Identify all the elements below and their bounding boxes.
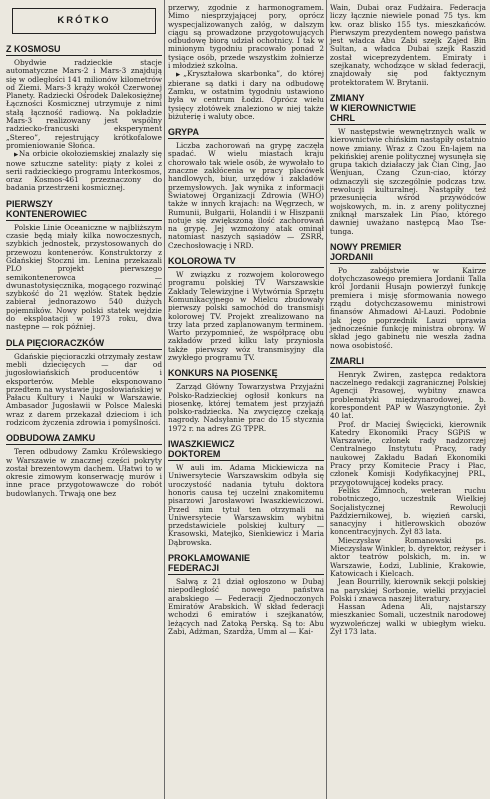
headline-konkurs-na-piosenke: KONKURS NA PIOSENKĘ	[168, 368, 324, 380]
article-text: Teren odbudowy Zamku Królewskiego w Warszawie w znacznej części pokryty został brezentowym dachem. Ułatwi to w okresie zimowym konserwację murów i inne prace przygotowawcze do robót budowlanych. Trwają one bez	[6, 447, 162, 498]
article-text: Salwą z 21 dział ogłoszono w Dubaj niepodległość nowego państwa arabskiego — Federacji Zjednoczonych Emiratów Arabskich. W skład federacji wchodzi 6 emiratów i szejkanatów, leżących nad Zatoką Perską. Są to: Abu Zabi, Adżman, Szardża, Umm al — Kai-	[168, 577, 324, 636]
article-text: ▶ „Kryształowa skarbonka”, do której zbierane są datki i dary na odbudowę Zamku, w ostatnim tygodniu ustawiono była w centrum Łodzi. Oprócz wielu tysięcy złotówek znaleziono w niej także biżuterię i waluty obce.	[168, 70, 324, 121]
column-3	[330, 0, 486, 636]
column-1	[6, 0, 162, 498]
masthead-title: KRÓTKO	[57, 14, 111, 26]
article-text: Po zabójstwie w Kairze dotychczasowego premiera Jordanii Talla król Jordanii Husajn powierzył funkcję premiera i misję sformowania nowego rządu dotychczasowemu ministrowi finansów Ahmadowi Al-Lauzi. Podobnie jak jego poprzednik Lauzi uprawia jednocześnie funkcję ministra obrony. W skład jego gabinetu nie weszła żadna nowa osobistość.	[330, 265, 486, 350]
column-rule	[164, 0, 165, 799]
article-text: Gdańskie pięcioraczki otrzymały zestaw mebli dziecięcych — dar od jugosłowiańskich producentów i eksporterów. Meble eksponowano przedtem na wystawie jugosłowiańskiej w Pałacu Kultury i Nauki w Warszawie. Ambasador Jugosławii w Polsce Maleski wraz z darem przekazał dzieciom i ich rodzicom życzenia zdrowia i pomyślności.	[6, 351, 162, 427]
article-text: ▶ Na orbicie okołoziemskiej znalazły się nowe sztuczne satelity: piąty z kolei z serii radzieckiego programu Interkosmos, oraz Kosmos-461 przeznaczony do badania przestrzeni kosmicznej.	[6, 150, 162, 192]
headline-pierwszy-kontenerowiec: PIERWSZY KONTENEROWIEC	[6, 199, 162, 221]
headline-nowy-premier-jordanii: NOWY PREMIER JORDANII	[330, 242, 486, 264]
article-text: Polskie Linie Oceaniczne w najbliższym czasie będą miały kilka nowoczesnych, szybkich jednostek, przystosowanych do przewozu kontenerów. Konstruktorzy z Gdańskiej Stoczni im. Lenina przekazali PLO projekt pierwszego semikontenerowca — dwunastotysięcznika, mogącego rozwinąć szybkość do 21 węzłów. Statek będzie zabierał jednorazowo 540 dużych pojemników. Nowy polski statek wejdzie do eksploatacji w 1973 roku, dwa następne — rok później.	[6, 222, 162, 332]
article-text: Feliks Zimnoch, weteran ruchu robotniczego, uczestnik Wielkiej Socjalistycznej Rewolucji Październikowej, b. więzień carski, sanacyjny i hitlerowskich obozów koncentracyjnych. Żył 83 lata.	[330, 485, 486, 537]
article-text: Prof. dr Maciej Święcicki, kierownik Katedry Ekonomiki Pracy SGPiS w Warszawie, członek rady nadzorczej Centralnego Instytutu Pracy, rady naukowej Zakładu Badań Ekonomiki Pracy przy Komitecie Pracy i Płac, członek Komisji Kodyfikacyjnej PRL, przygotowującej kodeks pracy.	[330, 419, 486, 487]
headline-z-kosmosu: Z KOSMOSU	[6, 44, 162, 56]
article-text: Obydwie radzieckie stacje automatyczne Mars-2 i Mars-3 znajdują się w odległości 141 milionów kilometrów od Ziemi. Mars-3 krąży wokół Czerwonej Planety. Radziecki Ośrodek Dalekosiężnej Łączności Kosmicznej utrzymuje z nimi stałą łączność radiową. Na pokładzie Mars-3 realizowany jest wspólny radziecko-francuski eksperyment „Stereo”, rejestrujący krótkofalowe promieniowanie Słońca.	[6, 58, 162, 150]
column-2	[168, 0, 324, 636]
article-text: Hassan Adena Ali, najstarszy mieszkaniec Somali, uczestnik narodowej wyzwoleńczej walki w ubiegłym wieku. Żył 173 lata.	[330, 602, 486, 636]
article-text: W związku z rozwojem kolorowego programu polskiej TV Warszawskie Zakłady Telewizyjne i Wytwórnia Sprzętu Komunikacyjnego w Mielcu zbudowały pierwszy polski samochód do transmisji kolorowej TV. Projekt zrealizowano na trzy lata przed zaplanowanym terminem. Warto przypomnieć, że współpracę obu zakładów przed kilku laty przyniosła także pierwszy wóz transmisyjny dla zwykłego programu TV.	[168, 270, 324, 362]
article-text: Zarząd Główny Towarzystwa Przyjaźni Polsko-Radzieckiej ogłosił konkurs na piosenkę, której tematem jest przyjaźń polsko-radziecka. Na zwycięzcę czekają nagrody. Nadsyłanie prac do 15 stycznia 1972 r. na adres ZG TPPR.	[168, 382, 324, 433]
headline-proklamowanie-federacji: PROKLAMOWANIE FEDERACJI	[168, 553, 324, 575]
headline-kolorowa-tv: KOLOROWA TV	[168, 256, 324, 268]
headline-odbudowa-zamku: ODBUDOWA ZAMKU	[6, 433, 162, 445]
headline-zmarli: ZMARLI	[330, 356, 486, 368]
article-text: W auli im. Adama Mickiewicza na Uniwersytecie Warszawskim odbyła się uroczystość nadania tytułu doktora honoris causa tej uczelni znakomitemu pisarzowi Jarosławowi Iwaszkiewiczowi. Przed nim tytuł ten otrzymali na Uniwersytecie Warszawskim wybitni przedstawiciele polskiej kultury — Krasowski, Matejko, Sienkiewicz i Maria Dąbrowska.	[168, 463, 324, 547]
column-rule	[326, 0, 327, 799]
article-text: Mieczysław Romanowski ps. Mieczysław Winkler, b. dyrektor, reżyser i aktor teatrów polskich, m. in. w Warszawie, Łodzi, Lublinie, Krakowie, Katowicach i Kielcach.	[330, 535, 486, 578]
article-text: Liczba zachorowań na grypę zaczęła spadać. W wielu miastach kraju chorowało tak wiele osób, że wywołało to znaczne zakłócenia w pracy placówek handlowych, biur, urzędów i zakładów przemysłowych. Jak wynika z informacji Światowej Organizacji Zdrowia (WHO) także w innych krajach: na Węgrzech, w Rumunii, Bułgarii, Holandii i w Hiszpanii notuje się zwiększoną ilość zachorowań na grypę. Jej wzmożony atak ominął natomiast naszych sąsiadów — ZSRR, Czechosłowację i NRD.	[168, 141, 324, 250]
masthead-box	[12, 8, 156, 34]
article-text: Wain, Dubai oraz Fudżaira. Federacja liczy łącznie niewiele ponad 75 tys. km kw. oraz blisko 155 tys. mieszkańców. Pierwszym prezydentem nowego państwa jest władca Abu Zabi szejk Zajed Bin Sultan, a władca Dubai szejk Raszid został wiceprezydentem. Emiraty i szejkanaty, wchodzące w skład federacji, znajdowały się pod faktycznym protektoratem W. Brytanii.	[330, 3, 486, 87]
article-text: Henryk Zwiren, zastępca redaktora naczelnego redakcji zagranicznej Polskiej Agencji Prasowej, wybitny znawca problematyki międzynarodowej, b. korespondent PAP w Waszyngtonie. Żył 40 lat.	[330, 369, 486, 421]
headline-dla-piecioraczkow: DLA PIĘCIORACZKÓW	[6, 338, 162, 350]
headline-grypa: GRYPA	[168, 127, 324, 139]
headline-iwaszkiewicz-doktorem: IWASZKIEWICZ DOKTOREM	[168, 439, 324, 461]
article-text: Jean Bourrilly, kierownik sekcji polskiej na paryskiej Sorbonie, wielki przyjaciel Polski i znawca naszej literatury.	[330, 577, 486, 603]
headline-zmiany-w-kierownictwie: ZMIANY W KIEROWNICTWIE CHRL	[330, 93, 486, 125]
article-text: W następstwie wewnętrznych walk w kierownictwie chińskim nastąpiły ostatnio nowe zmiany. Wraz z Czou En-lajem na pekińskiej arenie politycznej wysunęła się grupa takich działaczy jak Cian Cing, Jao Wenjuan, Czang Czun-ciao, którzy odznaczyli się szczególnie podczas tzw. rewolucji kulturalnej. Nastąpiły też przesunięcia wśród przywódców wojskowych, m. in. z areny politycznej zniknął marszałek Lin Piao, którego dawniej uważano następcą Mao Tse-tunga.	[330, 126, 486, 236]
article-text: przerwy, zgodnie z harmonogramem. Mimo niesprzyjającej pory, oprócz wyspecjalizowanych załóg, w dalszym ciągu są prowadzone przygotowujących odbudowę biorą udział ochotnicy. I tak w minionym tygodniu pracowało ponad 2 tysiące osób, przede wszystkim żołnierze i młodzież szkolna.	[168, 3, 324, 71]
